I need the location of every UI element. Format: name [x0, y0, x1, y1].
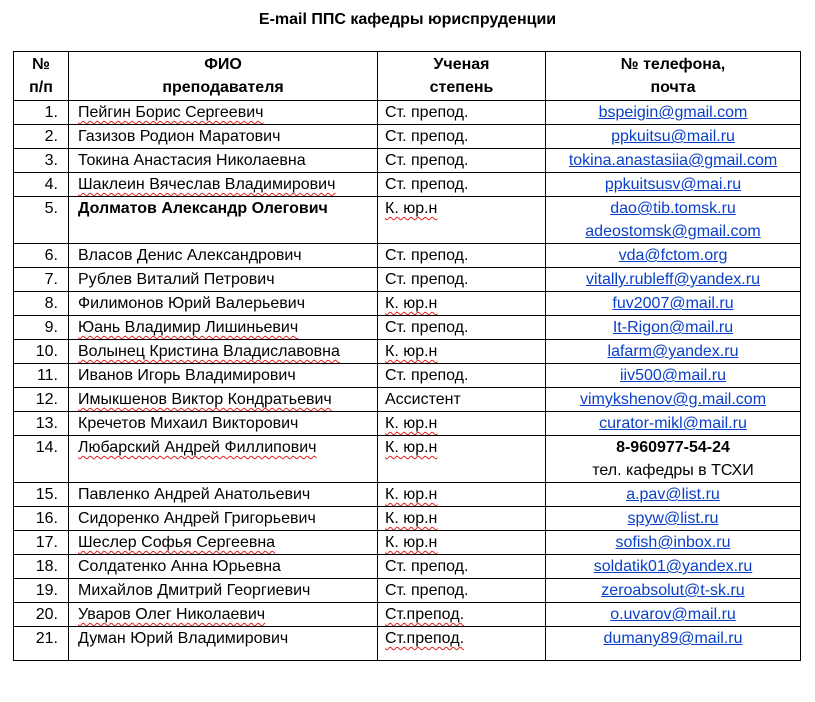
- table-row: [14, 101, 801, 125]
- academic-degree: Ст. препод.: [385, 558, 469, 575]
- academic-degree-cell: [378, 483, 546, 507]
- academic-degree: Ст. препод.: [385, 367, 469, 384]
- academic-degree: К. юр.н: [385, 200, 438, 217]
- email-link[interactable]: fuv2007@mail.ru: [612, 295, 734, 312]
- table-row: [14, 483, 801, 507]
- academic-degree: Ст.препод.: [385, 630, 465, 647]
- table-row: [14, 244, 801, 268]
- academic-degree: К. юр.н: [385, 343, 438, 360]
- academic-degree-cell: [378, 316, 546, 340]
- row-number: 13.: [14, 412, 69, 436]
- academic-degree: Ст. препод.: [385, 319, 469, 336]
- teacher-name: Рублев Виталий Петрович: [78, 271, 275, 288]
- teacher-name-cell: [69, 531, 378, 555]
- table-row: [14, 531, 801, 555]
- academic-degree: Ст. препод.: [385, 271, 469, 288]
- teacher-name-cell: [69, 627, 378, 661]
- email-link[interactable]: vimykshenov@g.mail.com: [579, 391, 767, 408]
- email-link[interactable]: vitally.rubleff@yandex.ru: [586, 271, 760, 288]
- email-link[interactable]: sofish@inbox.ru: [615, 534, 731, 551]
- row-number: 12.: [14, 388, 69, 412]
- header-num-line: п/п: [29, 79, 53, 96]
- table-row: [14, 364, 801, 388]
- contact-cell: [546, 555, 801, 579]
- academic-degree: Ст. препод.: [385, 247, 469, 264]
- academic-degree-cell: [378, 507, 546, 531]
- row-number: 10.: [14, 340, 69, 364]
- contact-cell: [546, 364, 801, 388]
- contact-cell: [546, 507, 801, 531]
- email-link[interactable]: spyw@list.ru: [627, 510, 719, 527]
- teacher-name: Павленко Андрей Анатольевич: [78, 486, 311, 503]
- table-row: [14, 125, 801, 149]
- academic-degree-cell: [378, 531, 546, 555]
- contact-cell: [546, 388, 801, 412]
- teacher-name-cell: [69, 555, 378, 579]
- table-row: [14, 149, 801, 173]
- contact-cell: [546, 173, 801, 197]
- row-number: 19.: [14, 579, 69, 603]
- table-row: [14, 268, 801, 292]
- teacher-name-cell: [69, 507, 378, 531]
- email-link[interactable]: ppkuitsusv@mai.ru: [604, 176, 742, 193]
- row-number: 17.: [14, 531, 69, 555]
- teacher-name-cell: [69, 340, 378, 364]
- row-number: 7.: [14, 268, 69, 292]
- header-num-line: №: [32, 56, 50, 73]
- teacher-name-cell: [69, 125, 378, 149]
- header-contact: [546, 52, 801, 101]
- header-contact-line: № телефона,: [620, 56, 726, 73]
- email-link[interactable]: lafarm@yandex.ru: [607, 343, 739, 360]
- contact-cell: [546, 244, 801, 268]
- header-degree: [378, 52, 546, 101]
- row-number: 2.: [14, 125, 69, 149]
- academic-degree: К. юр.н: [385, 486, 438, 503]
- academic-degree-cell: [378, 555, 546, 579]
- contact-cell: [546, 436, 801, 483]
- row-number: 16.: [14, 507, 69, 531]
- contact-note: тел. кафедры в ТСХИ: [592, 462, 754, 479]
- table-row: [14, 316, 801, 340]
- teacher-name: Имыкшенов Виктор Кондратьевич: [78, 391, 332, 408]
- teacher-name: Кречетов Михаил Викторович: [78, 415, 299, 432]
- email-link[interactable]: tokina.anastasiia@gmail.com: [568, 152, 778, 169]
- table-row: [14, 603, 801, 627]
- contact-cell: [546, 603, 801, 627]
- teacher-name: Иванов Игорь Владимирович: [78, 367, 296, 384]
- academic-degree: К. юр.н: [385, 295, 438, 312]
- academic-degree-cell: [378, 436, 546, 483]
- email-link[interactable]: ppkuitsu@mail.ru: [611, 128, 735, 145]
- contact-cell: [546, 531, 801, 555]
- contact-cell: [546, 101, 801, 125]
- academic-degree-cell: [378, 101, 546, 125]
- academic-degree-cell: [378, 268, 546, 292]
- phone-number: 8-960977-54-24: [616, 439, 730, 456]
- row-number: 3.: [14, 149, 69, 173]
- teacher-name-cell: [69, 149, 378, 173]
- teacher-name: Уваров Олег Николаевич: [78, 606, 266, 623]
- table-row: [14, 197, 801, 244]
- academic-degree: Ассистент: [385, 391, 461, 408]
- contact-cell: [546, 627, 801, 661]
- teacher-name-cell: [69, 579, 378, 603]
- email-link[interactable]: o.uvarov@mail.ru: [610, 606, 736, 623]
- row-number: 4.: [14, 173, 69, 197]
- teacher-name: Любарский Андрей Филлипович: [78, 439, 317, 456]
- header-name-line: преподавателя: [162, 79, 284, 96]
- contact-cell: [546, 149, 801, 173]
- contact-cell: [546, 292, 801, 316]
- academic-degree-cell: [378, 412, 546, 436]
- teacher-name: Филимонов Юрий Валерьевич: [78, 295, 306, 312]
- teacher-name: Власов Денис Александрович: [78, 247, 302, 264]
- email-link[interactable]: bspeigin@gmail.com: [598, 104, 748, 121]
- table-row: [14, 555, 801, 579]
- teacher-name: Михайлов Дмитрий Георгиевич: [78, 582, 311, 599]
- header-contact-line: почта: [650, 79, 696, 96]
- academic-degree: Ст.препод.: [385, 606, 465, 623]
- email-link[interactable]: adeostomsk@gmail.com: [585, 223, 761, 240]
- teacher-name: Шаклеин Вячеслав Владимирович: [78, 176, 336, 193]
- academic-degree: Ст. препод.: [385, 176, 469, 193]
- row-number: 14.: [14, 436, 69, 483]
- email-link[interactable]: dumany89@mail.ru: [603, 630, 743, 647]
- email-link[interactable]: a.pav@list.ru: [626, 486, 720, 503]
- contact-cell: [546, 483, 801, 507]
- contact-cell: [546, 579, 801, 603]
- table-row: [14, 436, 801, 483]
- academic-degree: К. юр.н: [385, 510, 438, 527]
- academic-degree-cell: [378, 125, 546, 149]
- table-row: [14, 412, 801, 436]
- academic-degree-cell: [378, 388, 546, 412]
- table-body: [14, 101, 801, 661]
- table-row: [14, 579, 801, 603]
- row-number: 20.: [14, 603, 69, 627]
- academic-degree-cell: [378, 579, 546, 603]
- academic-degree: Ст. препод.: [385, 104, 469, 121]
- teacher-name: Сидоренко Андрей Григорьевич: [78, 510, 316, 527]
- academic-degree-cell: [378, 244, 546, 268]
- table-row: [14, 627, 801, 661]
- academic-degree-cell: [378, 292, 546, 316]
- teacher-name-cell: [69, 244, 378, 268]
- contact-cell: [546, 197, 801, 244]
- contact-cell: [546, 316, 801, 340]
- row-number: 9.: [14, 316, 69, 340]
- row-number: 6.: [14, 244, 69, 268]
- table-row: [14, 173, 801, 197]
- teacher-name-cell: [69, 388, 378, 412]
- contact-cell: [546, 125, 801, 149]
- table-header-row: [14, 52, 801, 101]
- header-degree-line: Ученая: [433, 56, 490, 73]
- academic-degree-cell: [378, 173, 546, 197]
- academic-degree: К. юр.н: [385, 439, 438, 456]
- email-link[interactable]: It-Rigon@mail.ru: [612, 319, 734, 336]
- academic-degree: К. юр.н: [385, 534, 438, 551]
- teacher-name: Волынец Кристина Владиславовна: [78, 343, 340, 360]
- teacher-name-cell: [69, 101, 378, 125]
- teacher-name: Долматов Александр Олегович: [78, 200, 328, 217]
- teacher-name-cell: [69, 292, 378, 316]
- contact-cell: [546, 268, 801, 292]
- teacher-name-cell: [69, 268, 378, 292]
- teacher-name: Пейгин Борис Сергеевич: [78, 104, 264, 121]
- row-number: 5.: [14, 197, 69, 244]
- row-number: 11.: [14, 364, 69, 388]
- contact-cell: [546, 340, 801, 364]
- row-number: 15.: [14, 483, 69, 507]
- teacher-name: Токина Анастасия Николаевна: [78, 152, 306, 169]
- email-link[interactable]: vda@fctom.org: [618, 247, 728, 264]
- document-title: E-mail ППС кафедры юриспруденции: [258, 11, 557, 28]
- academic-degree-cell: [378, 149, 546, 173]
- row-number: 1.: [14, 101, 69, 125]
- staff-table: [13, 51, 801, 661]
- teacher-name-cell: [69, 316, 378, 340]
- academic-degree: Ст. препод.: [385, 152, 469, 169]
- email-link[interactable]: soldatik01@yandex.ru: [593, 558, 753, 575]
- academic-degree: Ст. препод.: [385, 128, 469, 145]
- academic-degree-cell: [378, 603, 546, 627]
- teacher-name: Газизов Родион Маратович: [78, 128, 281, 145]
- row-number: 8.: [14, 292, 69, 316]
- teacher-name: Шеслер Софья Сергеевна: [78, 534, 276, 551]
- row-number: 21.: [14, 627, 69, 661]
- academic-degree-cell: [378, 627, 546, 661]
- contact-cell: [546, 412, 801, 436]
- table-row: [14, 388, 801, 412]
- email-link[interactable]: zeroabsolut@t-sk.ru: [601, 582, 745, 599]
- header-name-line: ФИО: [204, 56, 242, 73]
- row-number: 18.: [14, 555, 69, 579]
- table-row: [14, 292, 801, 316]
- table-row: [14, 340, 801, 364]
- teacher-name: Думан Юрий Владимирович: [78, 630, 289, 647]
- email-link[interactable]: dao@tib.tomsk.ru: [610, 200, 736, 217]
- email-link[interactable]: curator-mikl@mail.ru: [599, 415, 747, 432]
- teacher-name-cell: [69, 436, 378, 483]
- teacher-name-cell: [69, 412, 378, 436]
- teacher-name-cell: [69, 603, 378, 627]
- teacher-name-cell: [69, 483, 378, 507]
- academic-degree-cell: [378, 197, 546, 244]
- header-degree-line: степень: [429, 79, 494, 96]
- teacher-name: Юань Владимир Лишиньевич: [78, 319, 299, 336]
- teacher-name: Солдатенко Анна Юрьевна: [78, 558, 281, 575]
- academic-degree-cell: [378, 364, 546, 388]
- email-link[interactable]: iiv500@mail.ru: [619, 367, 727, 384]
- academic-degree-cell: [378, 340, 546, 364]
- teacher-name-cell: [69, 173, 378, 197]
- teacher-name-cell: [69, 197, 378, 244]
- header-num: [14, 52, 69, 101]
- academic-degree: Ст. препод.: [385, 582, 469, 599]
- table-row: [14, 507, 801, 531]
- teacher-name-cell: [69, 364, 378, 388]
- academic-degree: К. юр.н: [385, 415, 438, 432]
- header-name: [69, 52, 378, 101]
